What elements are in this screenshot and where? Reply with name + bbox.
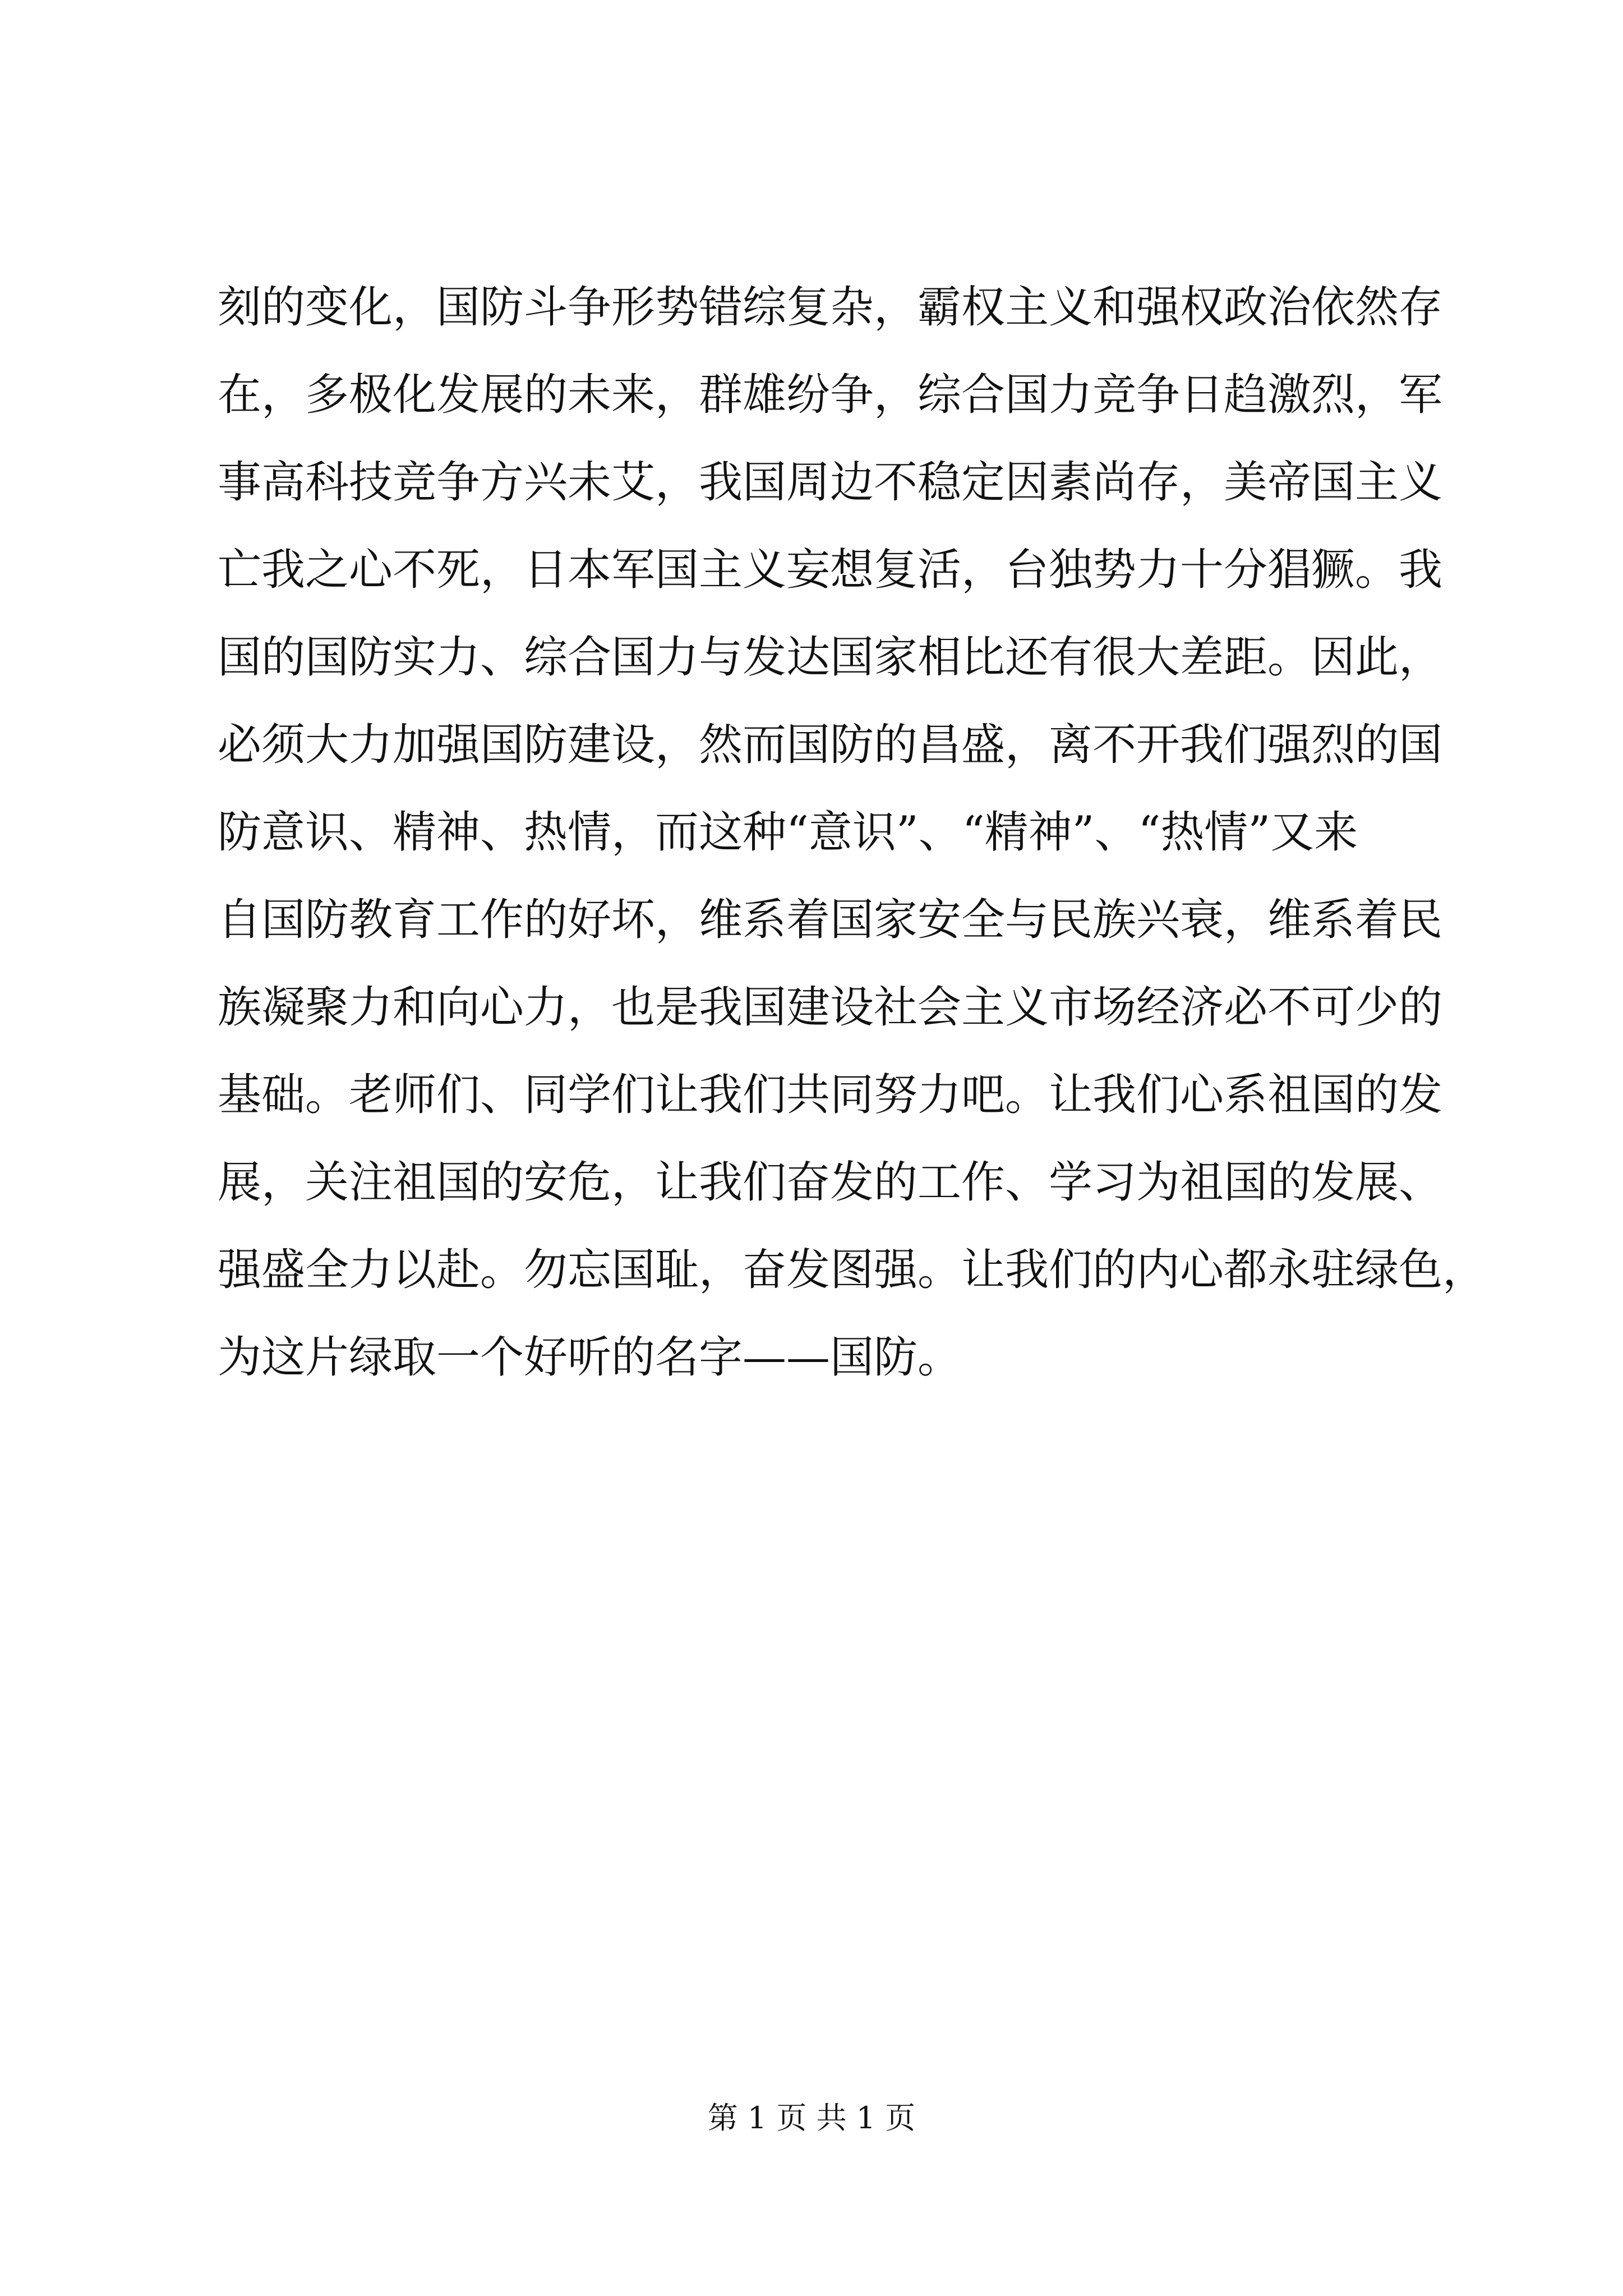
text-line: 基础。老师们、同学们让我们共同努力吧。让我们心系祖国的发 — [218, 1070, 1443, 1120]
text-line: 族凝聚力和向心力，也是我国建设社会主义市场经济必不可少的 — [218, 982, 1443, 1033]
text-line: 强盛全力以赴。勿忘国耻，奋发图强。让我们的内心都永驻绿色， — [218, 1245, 1487, 1295]
text-line: 刻的变化，国防斗争形势错综复杂，霸权主义和强权政治依然存 — [218, 282, 1443, 333]
text-line: 为这片绿取一个好听的名字——国防。 — [218, 1332, 962, 1383]
text-line: 防意识、精神、热情，而这种“意识”、“精神”、“热情”又来 — [218, 807, 1358, 858]
text-line: 亡我之心不死，日本军国主义妄想复活，台独势力十分猖獗。我 — [218, 545, 1443, 595]
text-line: 国的国防实力、综合国力与发达国家相比还有很大差距。因此， — [218, 632, 1443, 683]
text-line: 自国防教育工作的好坏，维系着国家安全与民族兴衰，维系着民 — [218, 895, 1443, 945]
text-line: 事高科技竞争方兴未艾，我国周边不稳定因素尚存，美帝国主义 — [218, 457, 1443, 508]
text-line: 在，多极化发展的未来，群雄纷争，综合国力竞争日趋激烈，军 — [218, 370, 1443, 420]
page-number-footer: 第 1 页 共 1 页 — [707, 2100, 916, 2136]
text-line: 必须大力加强国防建设，然而国防的昌盛，离不开我们强烈的国 — [218, 720, 1443, 770]
body-text — [218, 264, 1487, 1401]
text-line: 展，关注祖国的安危，让我们奋发的工作、学习为祖国的发展、 — [218, 1157, 1443, 1208]
